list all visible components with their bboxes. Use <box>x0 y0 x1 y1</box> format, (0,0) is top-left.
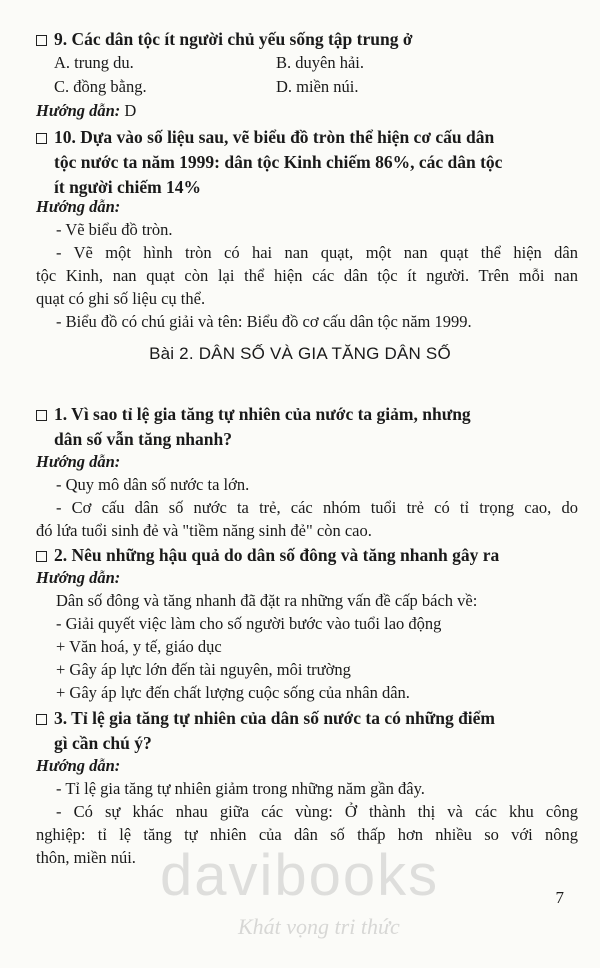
guide-line: - Quy mô dân số nước ta lớn. <box>56 475 250 494</box>
checkbox-icon <box>36 551 47 562</box>
guide-line: quạt có ghi số liệu cụ thể. <box>36 289 206 308</box>
guide-line: - Cơ cấu dân số nước ta trẻ, các nhóm tuổi trẻ có tỉ trọng cao, do <box>56 498 578 517</box>
checkbox-icon <box>36 410 47 421</box>
guide-line: - Vẽ biểu đồ tròn. <box>56 220 173 239</box>
question-9-text: 9. Các dân tộc ít người chủ yếu sống tập trung ở <box>54 29 413 49</box>
watermark-slogan: Khát vọng tri thức <box>238 914 400 939</box>
question-9 <box>36 27 578 52</box>
option-b: B. duyên hải. <box>276 53 364 72</box>
guide-line: đó lứa tuổi sinh đẻ và "tiềm năng sinh đẻ" còn cao. <box>36 521 372 540</box>
guide-line: + Gây áp lực đến chất lượng cuộc sống của nhân dân. <box>56 683 410 702</box>
question-1: 1. Vì sao tỉ lệ gia tăng tự nhiên của nước ta giảm, nhưng dân số vẫn tăng nhanh? <box>36 402 578 452</box>
guide-label: Hướng dẫn: <box>36 197 121 216</box>
question-3: 3. Tỉ lệ gia tăng tự nhiên của dân số nước ta có những điểm gì cần chú ý? <box>36 706 578 756</box>
guide-label: Hướng dẫn: D <box>36 101 137 120</box>
section-title: Bài 2. DÂN SỐ VÀ GIA TĂNG DÂN SỐ <box>149 344 451 363</box>
watermark-logo: davibooks <box>160 843 440 908</box>
guide-line: Dân số đông và tăng nhanh đã đặt ra những vấn đề cấp bách về: <box>56 591 478 610</box>
guide-line: - Biểu đồ có chú giải và tên: Biểu đồ cơ cấu dân tộc năm 1999. <box>56 312 472 331</box>
guide-line: + Văn hoá, y tế, giáo dục <box>56 637 222 656</box>
question-2: 2. Nêu những hậu quả do dân số đông và tăng nhanh gây ra <box>36 543 578 568</box>
guide-line: - Tỉ lệ gia tăng tự nhiên giảm trong những năm gần đây. <box>56 779 425 798</box>
guide-line: nghiệp: tỉ lệ tăng tự nhiên của dân số thấp hơn nhiều so với nông <box>36 825 578 844</box>
guide-label: Hướng dẫn: <box>36 756 121 775</box>
checkbox-icon <box>36 35 47 46</box>
question-10: 10. Dựa vào số liệu sau, vẽ biểu đồ tròn thể hiện cơ cấu dân tộc nước ta năm 1999: dân tộc Kinh chiếm 86%, các dân tộc ít người chiếm 14% <box>36 125 578 200</box>
page-number: 7 <box>555 888 564 907</box>
guide-line: - Vẽ một hình tròn có hai nan quạt, một nan quạt thể hiện dân <box>56 243 578 262</box>
guide-line: tộc Kinh, nan quạt còn lại thể hiện các dân tộc ít người. Trên mỗi nan <box>36 266 578 285</box>
checkbox-icon <box>36 133 47 144</box>
option-c: C. đồng bằng. <box>54 77 147 96</box>
guide-label: Hướng dẫn: <box>36 568 121 587</box>
option-d: D. miền núi. <box>276 77 359 96</box>
guide-line: thôn, miền núi. <box>36 848 136 867</box>
guide-line: - Có sự khác nhau giữa các vùng: Ở thành thị và các khu công <box>56 802 578 821</box>
checkbox-icon <box>36 714 47 725</box>
option-a: A. trung du. <box>54 53 134 72</box>
guide-line: + Gây áp lực lớn đến tài nguyên, môi trường <box>56 660 351 679</box>
guide-label: Hướng dẫn: <box>36 452 121 471</box>
guide-line: - Giải quyết việc làm cho số người bước vào tuổi lao động <box>56 614 442 633</box>
answer: D <box>124 101 137 120</box>
